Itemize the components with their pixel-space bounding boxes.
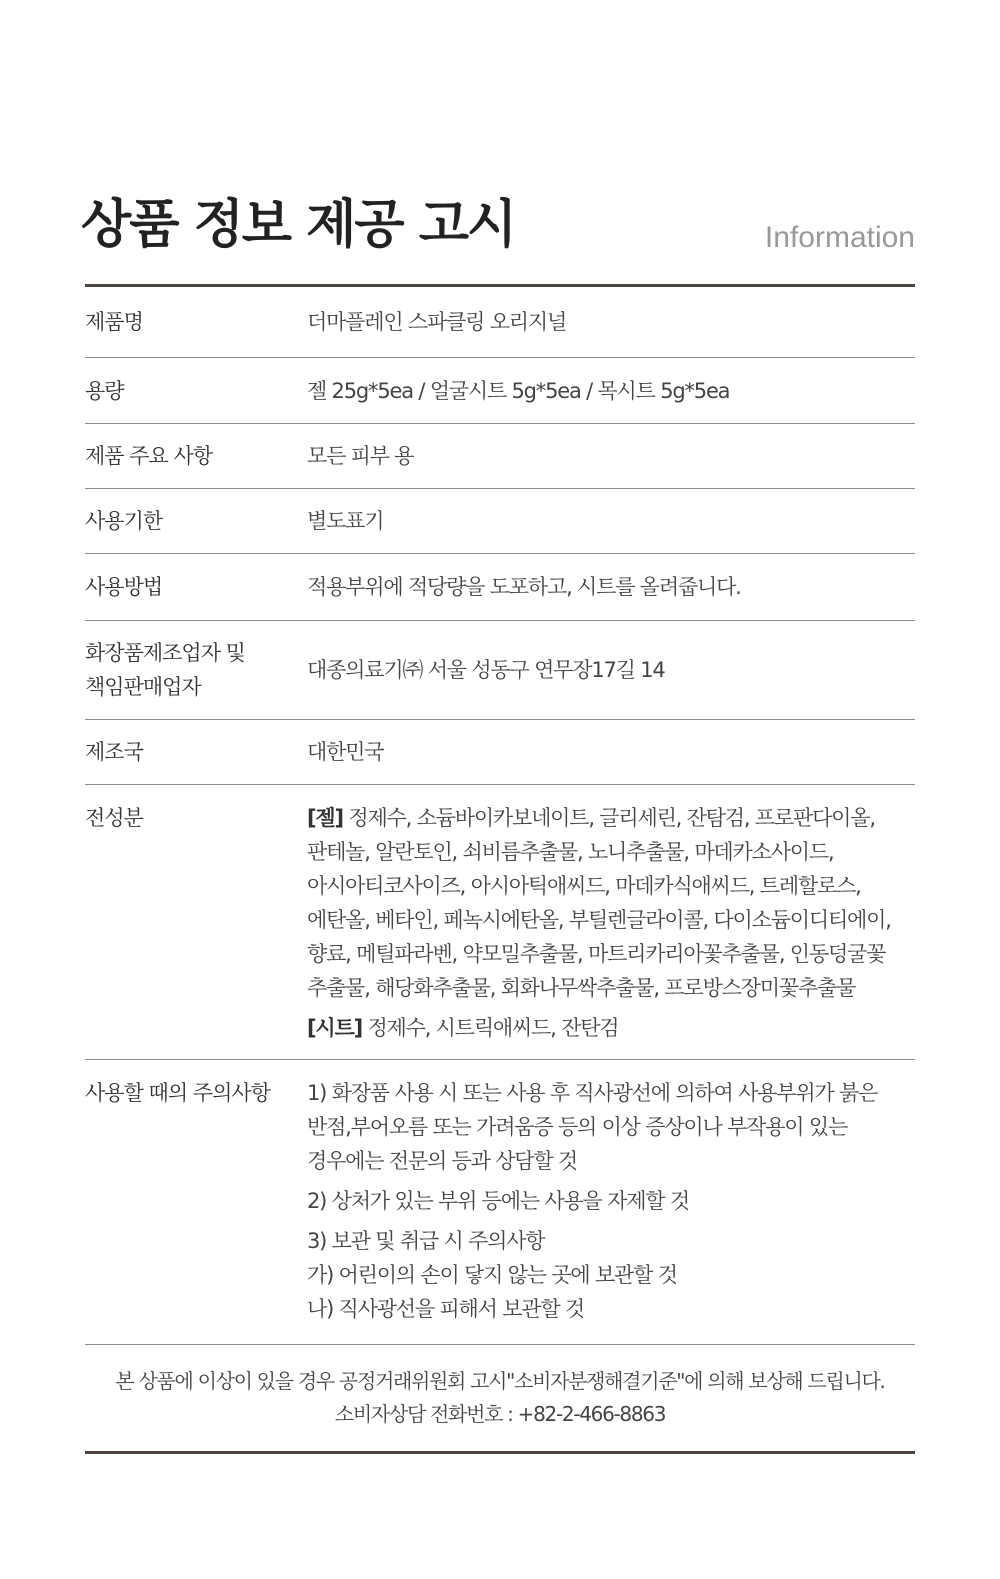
row-country: [85, 720, 915, 785]
row-value: 대종의료기㈜ 서울 성동구 연무장17길 14: [307, 658, 665, 682]
customer-service-phone: 소비자상담 전화번호 : +82-2-466-8863: [334, 1402, 666, 1426]
row-product-name: [85, 287, 915, 358]
compensation-notice: 본 상품에 이상이 있을 경우 공정거래위원회 고시"소비자분쟁해결기준"에 의해 보상해 드립니다.: [115, 1369, 885, 1393]
gel-tag: [젤]: [307, 806, 343, 830]
row-usage: [85, 554, 915, 621]
ingredients-text: 정제수, 소듐바이카보네이트, 글리세린, 잔탐검, 프로판다이올,: [348, 806, 875, 830]
ingredients-line: 향료, 메틸파라벤, 약모밀추출물, 마트리카리아꽃추출물, 인동덩굴꽃: [307, 942, 886, 966]
info-table: [85, 287, 915, 1345]
ingredients-line: 에탄올, 베타인, 페녹시에탄올, 부틸렌글라이콜, 다이소듐이디티에이,: [307, 908, 891, 932]
row-value: 대한민국: [307, 740, 384, 764]
ingredients-line: 판테놀, 알란토인, 쇠비름추출물, 노니추출물, 마데카소사이드,: [307, 840, 834, 864]
ingredients-line: 추출물, 해당화추출물, 회화나무싹추출물, 프로방스장미꽃추출물: [307, 976, 856, 1000]
row-main-features: [85, 424, 915, 489]
row-capacity: [85, 358, 915, 424]
row-value: 적용부위에 적당량을 도포하고, 시트를 올려줍니다.: [307, 575, 741, 599]
precaution-line: 가) 어린이의 손이 닿지 않는 곳에 보관할 것: [307, 1263, 677, 1287]
bottom-divider: [85, 1451, 915, 1454]
page-title: 상품 정보 제공 고시: [81, 195, 516, 255]
row-label: [85, 636, 307, 704]
ingredients-line: [307, 1011, 915, 1045]
row-label-line: 화장품제조업자 및: [85, 641, 245, 665]
row-value: 젤 25g*5ea / 얼굴시트 5g*5ea / 목시트 5g*5ea: [307, 378, 730, 403]
row-label: 제품 주요 사항: [85, 444, 213, 468]
precaution-line: 반점,부어오름 또는 가려움증 등의 이상 증상이나 부작용이 있는: [307, 1115, 848, 1139]
row-label-line: 책임판매업자: [85, 675, 201, 699]
row-manufacturer: [85, 621, 915, 720]
precaution-line: 경우에는 전문의 등과 상담할 것: [307, 1149, 578, 1173]
row-label: 사용기한: [85, 509, 163, 533]
footer-notice: [85, 1365, 915, 1431]
row-label: 사용방법: [85, 575, 163, 599]
row-label: 사용할 때의 주의사항: [85, 1081, 270, 1105]
precautions-value: [307, 1076, 915, 1326]
precaution-line: 1) 화장품 사용 시 또는 사용 후 직사광선에 의하여 사용부위가 붉은: [307, 1081, 878, 1105]
row-label: 전성분: [85, 806, 143, 830]
ingredients-text: 정제수, 시트릭애씨드, 잔탄검: [367, 1016, 619, 1040]
page-subtitle: Information: [764, 221, 915, 254]
header: [81, 190, 915, 260]
precaution-line: 2) 상처가 있는 부위 등에는 사용을 자제할 것: [307, 1189, 689, 1213]
row-value: 더마플레인 스파클링 오리지널: [307, 310, 567, 334]
row-value: 모든 피부 용: [307, 444, 414, 468]
ingredients-line: [307, 801, 915, 835]
ingredients-value: [307, 801, 915, 1045]
ingredients-line: 아시아티코사이즈, 아시아틱애씨드, 마데카식애씨드, 트레할로스,: [307, 874, 861, 898]
precaution-line: 3) 보관 및 취급 시 주의사항: [307, 1229, 545, 1253]
precaution-line: 나) 직사광선을 피해서 보관할 것: [307, 1297, 585, 1321]
row-expiration: [85, 489, 915, 554]
row-value: 별도표기: [307, 509, 384, 533]
row-label: 용량: [85, 378, 124, 403]
row-precautions: [85, 1060, 915, 1345]
sheet-tag: [시트]: [307, 1016, 362, 1040]
row-label: 제품명: [85, 310, 143, 334]
row-ingredients: [85, 785, 915, 1060]
row-label: 제조국: [85, 740, 143, 764]
